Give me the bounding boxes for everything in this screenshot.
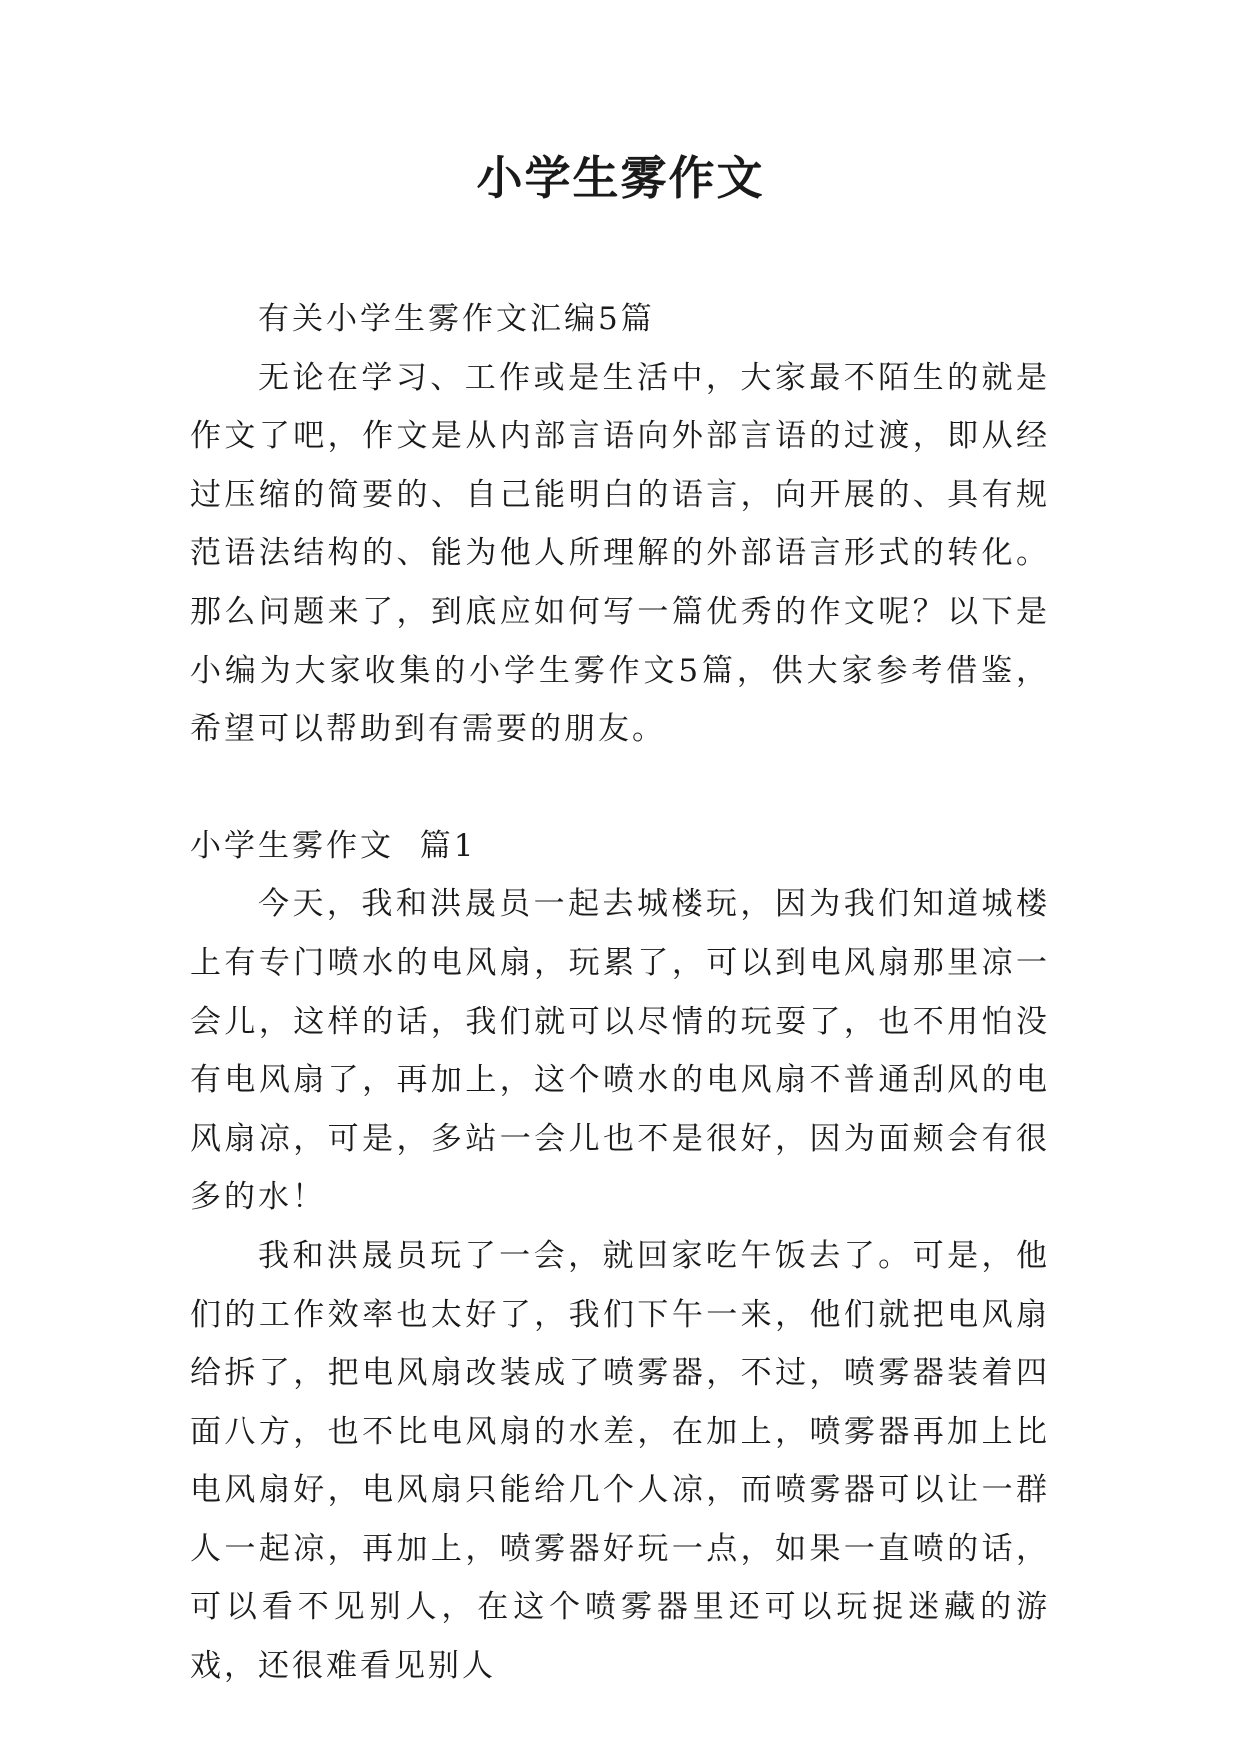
- intro-paragraph: 无论在学习、工作或是生活中，大家最不陌生的就是作文了吧，作文是从内部言语向外部言语的过渡，即从经过压缩的简要的、自己能明白的语言，向开展的、具有规范语法结构的、能为他人所理解的外部语言形式的转化。那么问题来了，到底应如何写一篇优秀的作文呢？以下是小编为大家收集的小学生雾作文5篇，供大家参考借鉴，希望可以帮助到有需要的朋友。: [190, 359, 1050, 748]
- section-heading: 小学生雾作文 篇1: [190, 827, 477, 864]
- document-subtitle: 有关小学生雾作文汇编5篇: [258, 301, 655, 337]
- body-paragraph: 我和洪晟员玩了一会，就回家吃午饭去了。可是，他们的工作效率也太好了，我们下午一来，他们就把电风扇给拆了，把电风扇改装成了喷雾器，不过，喷雾器装着四面八方，也不比电风扇的水差，在加上，喷雾器再加上比电风扇好，电风扇只能给几个人凉，而喷雾器可以让一群人一起凉，再加上，喷雾器好玩一点，如果一直喷的话，可以看不见别人，在这个喷雾器里还可以玩捉迷藏的游戏，还很难看见别人: [190, 1237, 1050, 1685]
- body-paragraph: 今天，我和洪晟员一起去城楼玩，因为我们知道城楼上有专门喷水的电风扇，玩累了，可以到电风扇那里凉一会儿，这样的话，我们就可以尽情的玩耍了，也不用怕没有电风扇了，再加上，这个喷水的电风扇不普通刮风的电风扇凉，可是，多站一会儿也不是很好，因为面颊会有很多的水！: [190, 886, 1050, 1216]
- document-title: 小学生雾作文: [476, 151, 765, 205]
- document-body: [190, 290, 1050, 1696]
